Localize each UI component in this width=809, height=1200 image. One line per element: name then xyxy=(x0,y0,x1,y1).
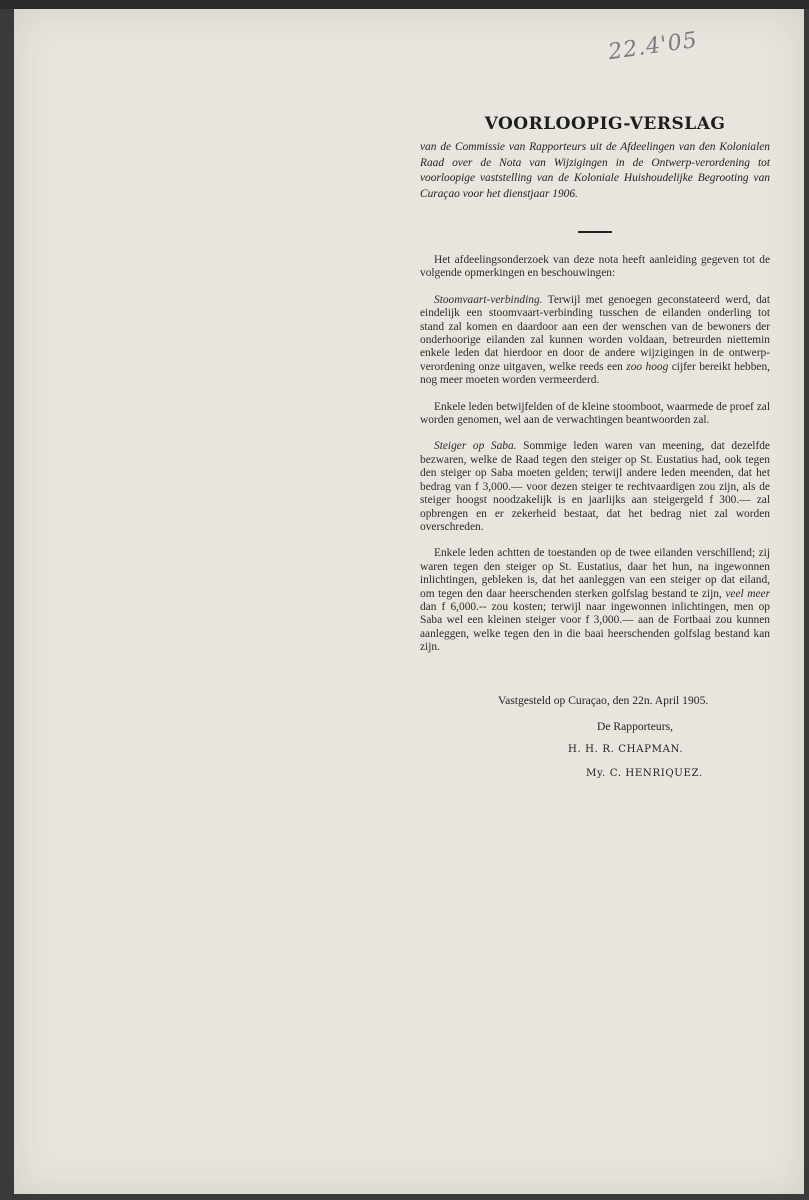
signatory-henriquez: My. C. HENRIQUEZ. xyxy=(586,768,703,779)
document-title: VOORLOOPIG-VERSLAG xyxy=(484,114,726,134)
paragraph-toestanden: Enkele leden achtten de toestanden op de twee eilanden verschillend; zij waren tegen den steiger op St. Eustatius, daar het hun, na ingewonnen inlichtingen, gebleken is, dat het aanleggen van een steiger op dat eiland, om tegen den daar heerschenden sterken golfslag bestand te zijn, veel meer dan f 6,000.-- zou kosten; terwijl naar ingewonnen inlichtingen, men op Saba wel een kleinen steiger voor f 3,000.— aan de Fortbaai zou kunnen aanleggen, welke tegen den in die baai heerschenden golfslag bestand kan zijn. xyxy=(420,547,771,654)
section-heading: Steiger op Saba. xyxy=(434,440,517,453)
paragraph-stoomvaart: Stoomvaart-verbinding. Terwijl met genoegen geconstateerd werd, dat eindelijk een stoomvaart-verbinding tusschen de eilanden onderling tot stand zal komen en daardoor aan een der wenschen van de bewoners der onderhoorige eilanden zal kunnen worden voldaan, betreurden niettemin enkele leden dat hierdoor en door de andere wijzigingen in de ontwerp-verordening onze uitgaven, welke reeds een zoo hoog cijfer bereikt hebben, nog meer moeten worden vermeerderd. xyxy=(420,293,771,387)
section-heading: Stoomvaart-verbinding. xyxy=(434,293,543,306)
rapporteurs-label: De Rapporteurs, xyxy=(597,720,673,733)
signatory-chapman: H. H. R. CHAPMAN. xyxy=(568,744,684,755)
handwritten-note: 22.4'05 xyxy=(606,27,700,66)
place-date: Vastgesteld op Curaçao, den 22n. April 1905. xyxy=(498,694,709,707)
report-body xyxy=(420,254,770,668)
scan-border xyxy=(0,0,809,9)
paragraph-stoomboot: Enkele leden betwijfelden of de kleine stoomboot, waarmede de proef zal worden genomen, wel aan de verwachtingen beantwoorden zal. xyxy=(420,400,770,427)
paragraph-steiger-saba: Steiger op Saba. Sommige leden waren van meening, dat dezelfde bezwaren, welke de Raad tegen den steiger op St. Eustatius had, ook tegen den steiger op Saba moeten gelden; terwijl andere leden meenden, dat het bedrag van f 3,000.— voor dezen steiger te rechtvaardigen zou zijn, als de steiger hoogst noodzakelijk is en jaarlijks aan steigergeld f 300.— zal opbrengen en er zekerheid bestaat, dat het bedrag niet zal worden overschreden. xyxy=(420,440,770,533)
paragraph-intro: Het afdeelingsonderzoek van deze nota heeft aanleiding gegeven tot de volgende opmerkingen en beschouwingen: xyxy=(420,254,770,280)
document-subtitle: van de Commissie van Rapporteurs uit de Afdeelingen van den Kolonialen Raad over de Nota van Wijzigingen in de Ontwerp-verordening tot voorloopige vaststelling van de Koloniale Huishoudelijke Begrooting van Curaçao voor het dienstjaar 1906. xyxy=(420,141,770,200)
title-divider xyxy=(578,231,612,233)
